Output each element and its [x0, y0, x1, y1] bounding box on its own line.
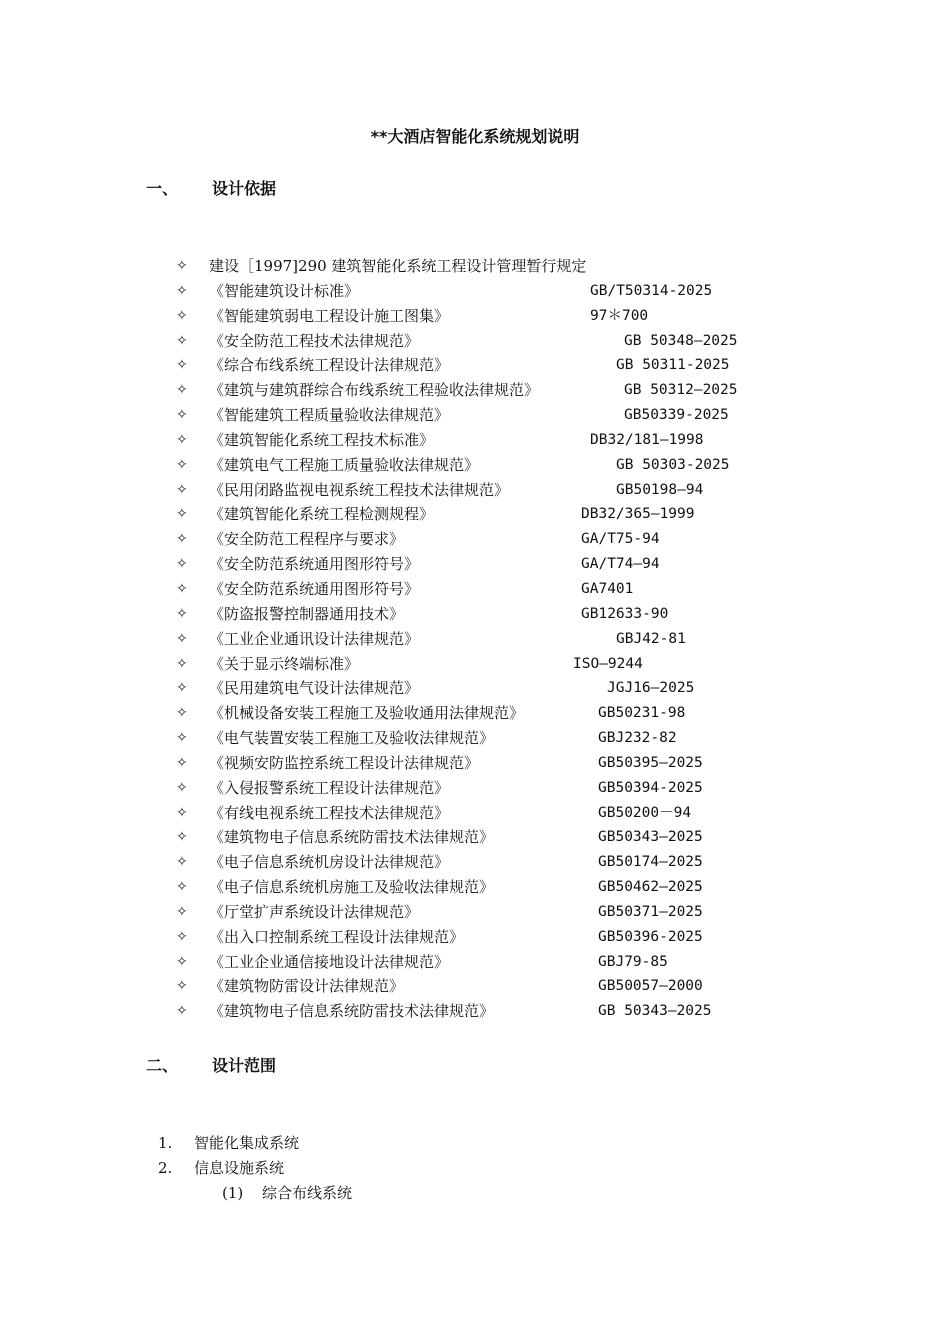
bullet-icon: ✧: [176, 580, 188, 597]
reference-name: 《机械设备安装工程施工及验收通用法律规范》: [209, 704, 525, 723]
reference-name: 《民用闭路监视电视系统工程技术法律规范》: [209, 480, 510, 499]
list-item: [176, 875, 816, 900]
bullet-icon: ✧: [176, 903, 188, 920]
item-label: 综合布线系统: [262, 1184, 353, 1202]
bullet-icon: ✧: [176, 754, 188, 771]
list-item: [158, 1181, 352, 1206]
list-item: [176, 279, 816, 304]
reference-code: GB12633-90: [581, 605, 669, 622]
bullet-icon: ✧: [176, 258, 188, 274]
reference-name: 《建筑与建筑群综合布线系统工程验收法律规范》: [209, 381, 540, 400]
reference-code: GB50339-2025: [624, 407, 729, 424]
list-item: [176, 726, 816, 751]
bullet-icon: ✧: [176, 630, 188, 647]
document-title: **大酒店智能化系统规划说明: [370, 127, 580, 146]
reference-code: GB50394-2025: [598, 779, 703, 796]
reference-code: GB 50343—2025: [598, 1003, 712, 1020]
bullet-icon: ✧: [176, 854, 188, 871]
reference-name: 《安全防范系统通用图形符号》: [209, 579, 420, 598]
reference-name: 《智能建筑弱电工程设计施工图集》: [209, 306, 450, 325]
reference-name: 《入侵报警系统工程设计法律规范》: [209, 778, 450, 797]
reference-name: 《建筑电气工程施工质量验收法律规范》: [209, 455, 480, 474]
bullet-icon: ✧: [176, 978, 188, 995]
section-heading-basis: [146, 178, 276, 200]
bullet-icon: ✧: [176, 879, 188, 896]
reference-name: 《电子信息系统机房施工及验收法律规范》: [209, 878, 495, 897]
reference-code: GB/T50314-2025: [590, 282, 713, 299]
reference-name: 《安全防范系统通用图形符号》: [209, 555, 420, 574]
bullet-icon: ✧: [176, 779, 188, 796]
bullet-icon: ✧: [176, 357, 188, 374]
bullet-icon: ✧: [176, 730, 188, 747]
list-item: [176, 527, 816, 552]
list-item: [176, 974, 816, 999]
item-number: (1): [222, 1184, 244, 1202]
list-item: [176, 850, 816, 875]
reference-name: 《建筑物电子信息系统防雷技术法律规范》: [209, 1002, 495, 1021]
list-item: [176, 950, 816, 975]
list-item: [176, 552, 816, 577]
reference-code: GB50231-98: [598, 705, 686, 722]
reference-code: ISO—9244: [573, 655, 643, 672]
reference-name: 《视频安防监控系统工程设计法律规范》: [209, 753, 480, 772]
reference-code: GB50396-2025: [598, 928, 703, 945]
bullet-icon: ✧: [176, 1003, 188, 1020]
reference-code: GA/T75-94: [581, 531, 660, 548]
item-label: 智能化集成系统: [194, 1134, 300, 1152]
reference-code: 97＊700: [590, 307, 649, 324]
list-item: [176, 453, 816, 478]
item-number: 1.: [158, 1134, 173, 1152]
list-item: [176, 825, 816, 850]
section-number: 一、: [146, 179, 179, 198]
list-item: [176, 900, 816, 925]
section-number: 二、: [146, 1056, 179, 1075]
bullet-icon: ✧: [176, 556, 188, 573]
reference-name: 《防盗报警控制器通用技术》: [209, 604, 405, 623]
reference-code: GA/T74—94: [581, 556, 660, 573]
bullet-icon: ✧: [176, 531, 188, 548]
reference-name: 《建筑智能化系统工程检测规程》: [209, 505, 435, 524]
bullet-icon: ✧: [176, 605, 188, 622]
bullet-icon: ✧: [176, 705, 188, 722]
bullet-icon: ✧: [176, 282, 188, 299]
reference-code: GB50198—94: [616, 481, 704, 498]
list-item: [176, 577, 816, 602]
list-item: [158, 1131, 352, 1156]
reference-code: DB32/365—1999: [581, 506, 695, 523]
reference-name: 《电气装置安装工程施工及验收法律规范》: [209, 729, 495, 748]
bullet-icon: ✧: [176, 456, 188, 473]
list-item: [176, 925, 816, 950]
bullet-icon: ✧: [176, 506, 188, 523]
list-item: [176, 353, 816, 378]
reference-code: GB50462—2025: [598, 879, 703, 896]
reference-code: DB32/181—1998: [590, 431, 704, 448]
section-title: 设计范围: [212, 1056, 277, 1075]
bullet-icon: ✧: [176, 407, 188, 424]
reference-name: 建设［1997]290 建筑智能化系统工程设计管理暂行规定: [209, 257, 587, 275]
list-item: [176, 428, 816, 453]
reference-code: GB50174—2025: [598, 854, 703, 871]
bullet-icon: ✧: [176, 928, 188, 945]
reference-name: 《建筑物电子信息系统防雷技术法律规范》: [209, 828, 495, 847]
reference-code: GB50395—2025: [598, 754, 703, 771]
reference-name: 《综合布线系统工程设计法律规范》: [209, 356, 450, 375]
list-item: [176, 304, 816, 329]
reference-name: 《电子信息系统机房设计法律规范》: [209, 853, 450, 872]
reference-name: 《关于显示终端标准》: [209, 654, 360, 673]
list-item: [176, 652, 816, 677]
list-item: [176, 751, 816, 776]
list-item: [176, 378, 816, 403]
reference-name: 《安全防范工程技术法律规范》: [209, 331, 420, 350]
reference-code: JGJ16—2025: [607, 680, 695, 697]
section-heading-scope: [146, 1055, 276, 1077]
list-item: [176, 999, 816, 1024]
reference-code: GB 50303-2025: [616, 456, 730, 473]
reference-name: 《厅堂扩声系统设计法律规范》: [209, 902, 420, 921]
reference-name: 《智能建筑设计标准》: [209, 281, 360, 300]
reference-name: 《智能建筑工程质量验收法律规范》: [209, 406, 450, 425]
reference-name: 《建筑物防雷设计法律规范》: [209, 977, 405, 996]
list-item: [176, 478, 816, 503]
reference-code: GBJ232-82: [598, 730, 677, 747]
reference-name: 《工业企业通讯设计法律规范》: [209, 629, 420, 648]
bullet-icon: ✧: [176, 431, 188, 448]
list-item: [176, 776, 816, 801]
list-item: [176, 701, 816, 726]
reference-name: 《建筑智能化系统工程技术标准》: [209, 430, 435, 449]
reference-code: GBJ42-81: [616, 630, 686, 647]
reference-code: GB50343—2025: [598, 829, 703, 846]
reference-code: GB 50348—2025: [624, 332, 738, 349]
item-label: 信息设施系统: [194, 1159, 285, 1177]
list-item: [176, 602, 816, 627]
reference-name: 《民用建筑电气设计法律规范》: [209, 679, 420, 698]
bullet-icon: ✧: [176, 680, 188, 697]
reference-list: [176, 254, 816, 1024]
bullet-icon: ✧: [176, 804, 188, 821]
list-item: [176, 801, 816, 826]
reference-code: GB 50311-2025: [616, 357, 730, 374]
list-item: [176, 502, 816, 527]
reference-code: GBJ79-85: [598, 953, 668, 970]
reference-code: GA7401: [581, 580, 634, 597]
reference-name: 《出入口控制系统工程设计法律规范》: [209, 927, 465, 946]
bullet-icon: ✧: [176, 307, 188, 324]
reference-code: GB50371—2025: [598, 903, 703, 920]
list-item: [176, 254, 816, 279]
reference-name: 《有线电视系统工程技术法律规范》: [209, 803, 450, 822]
bullet-icon: ✧: [176, 332, 188, 349]
reference-code: GB 50312—2025: [624, 382, 738, 399]
list-item: [176, 329, 816, 354]
reference-code: GB50057—2000: [598, 978, 703, 995]
bullet-icon: ✧: [176, 953, 188, 970]
bullet-icon: ✧: [176, 655, 188, 672]
bullet-icon: ✧: [176, 481, 188, 498]
item-number: 2.: [158, 1159, 173, 1177]
section-title: 设计依据: [212, 179, 277, 198]
bullet-icon: ✧: [176, 829, 188, 846]
reference-name: 《安全防范工程程序与要求》: [209, 530, 405, 549]
reference-name: 《工业企业通信接地设计法律规范》: [209, 952, 450, 971]
bullet-icon: ✧: [176, 382, 188, 399]
list-item: [176, 676, 816, 701]
scope-list: [158, 1131, 352, 1206]
reference-code: GB50200－94: [598, 804, 692, 821]
list-item: [176, 403, 816, 428]
list-item: [176, 627, 816, 652]
list-item: [158, 1156, 352, 1181]
